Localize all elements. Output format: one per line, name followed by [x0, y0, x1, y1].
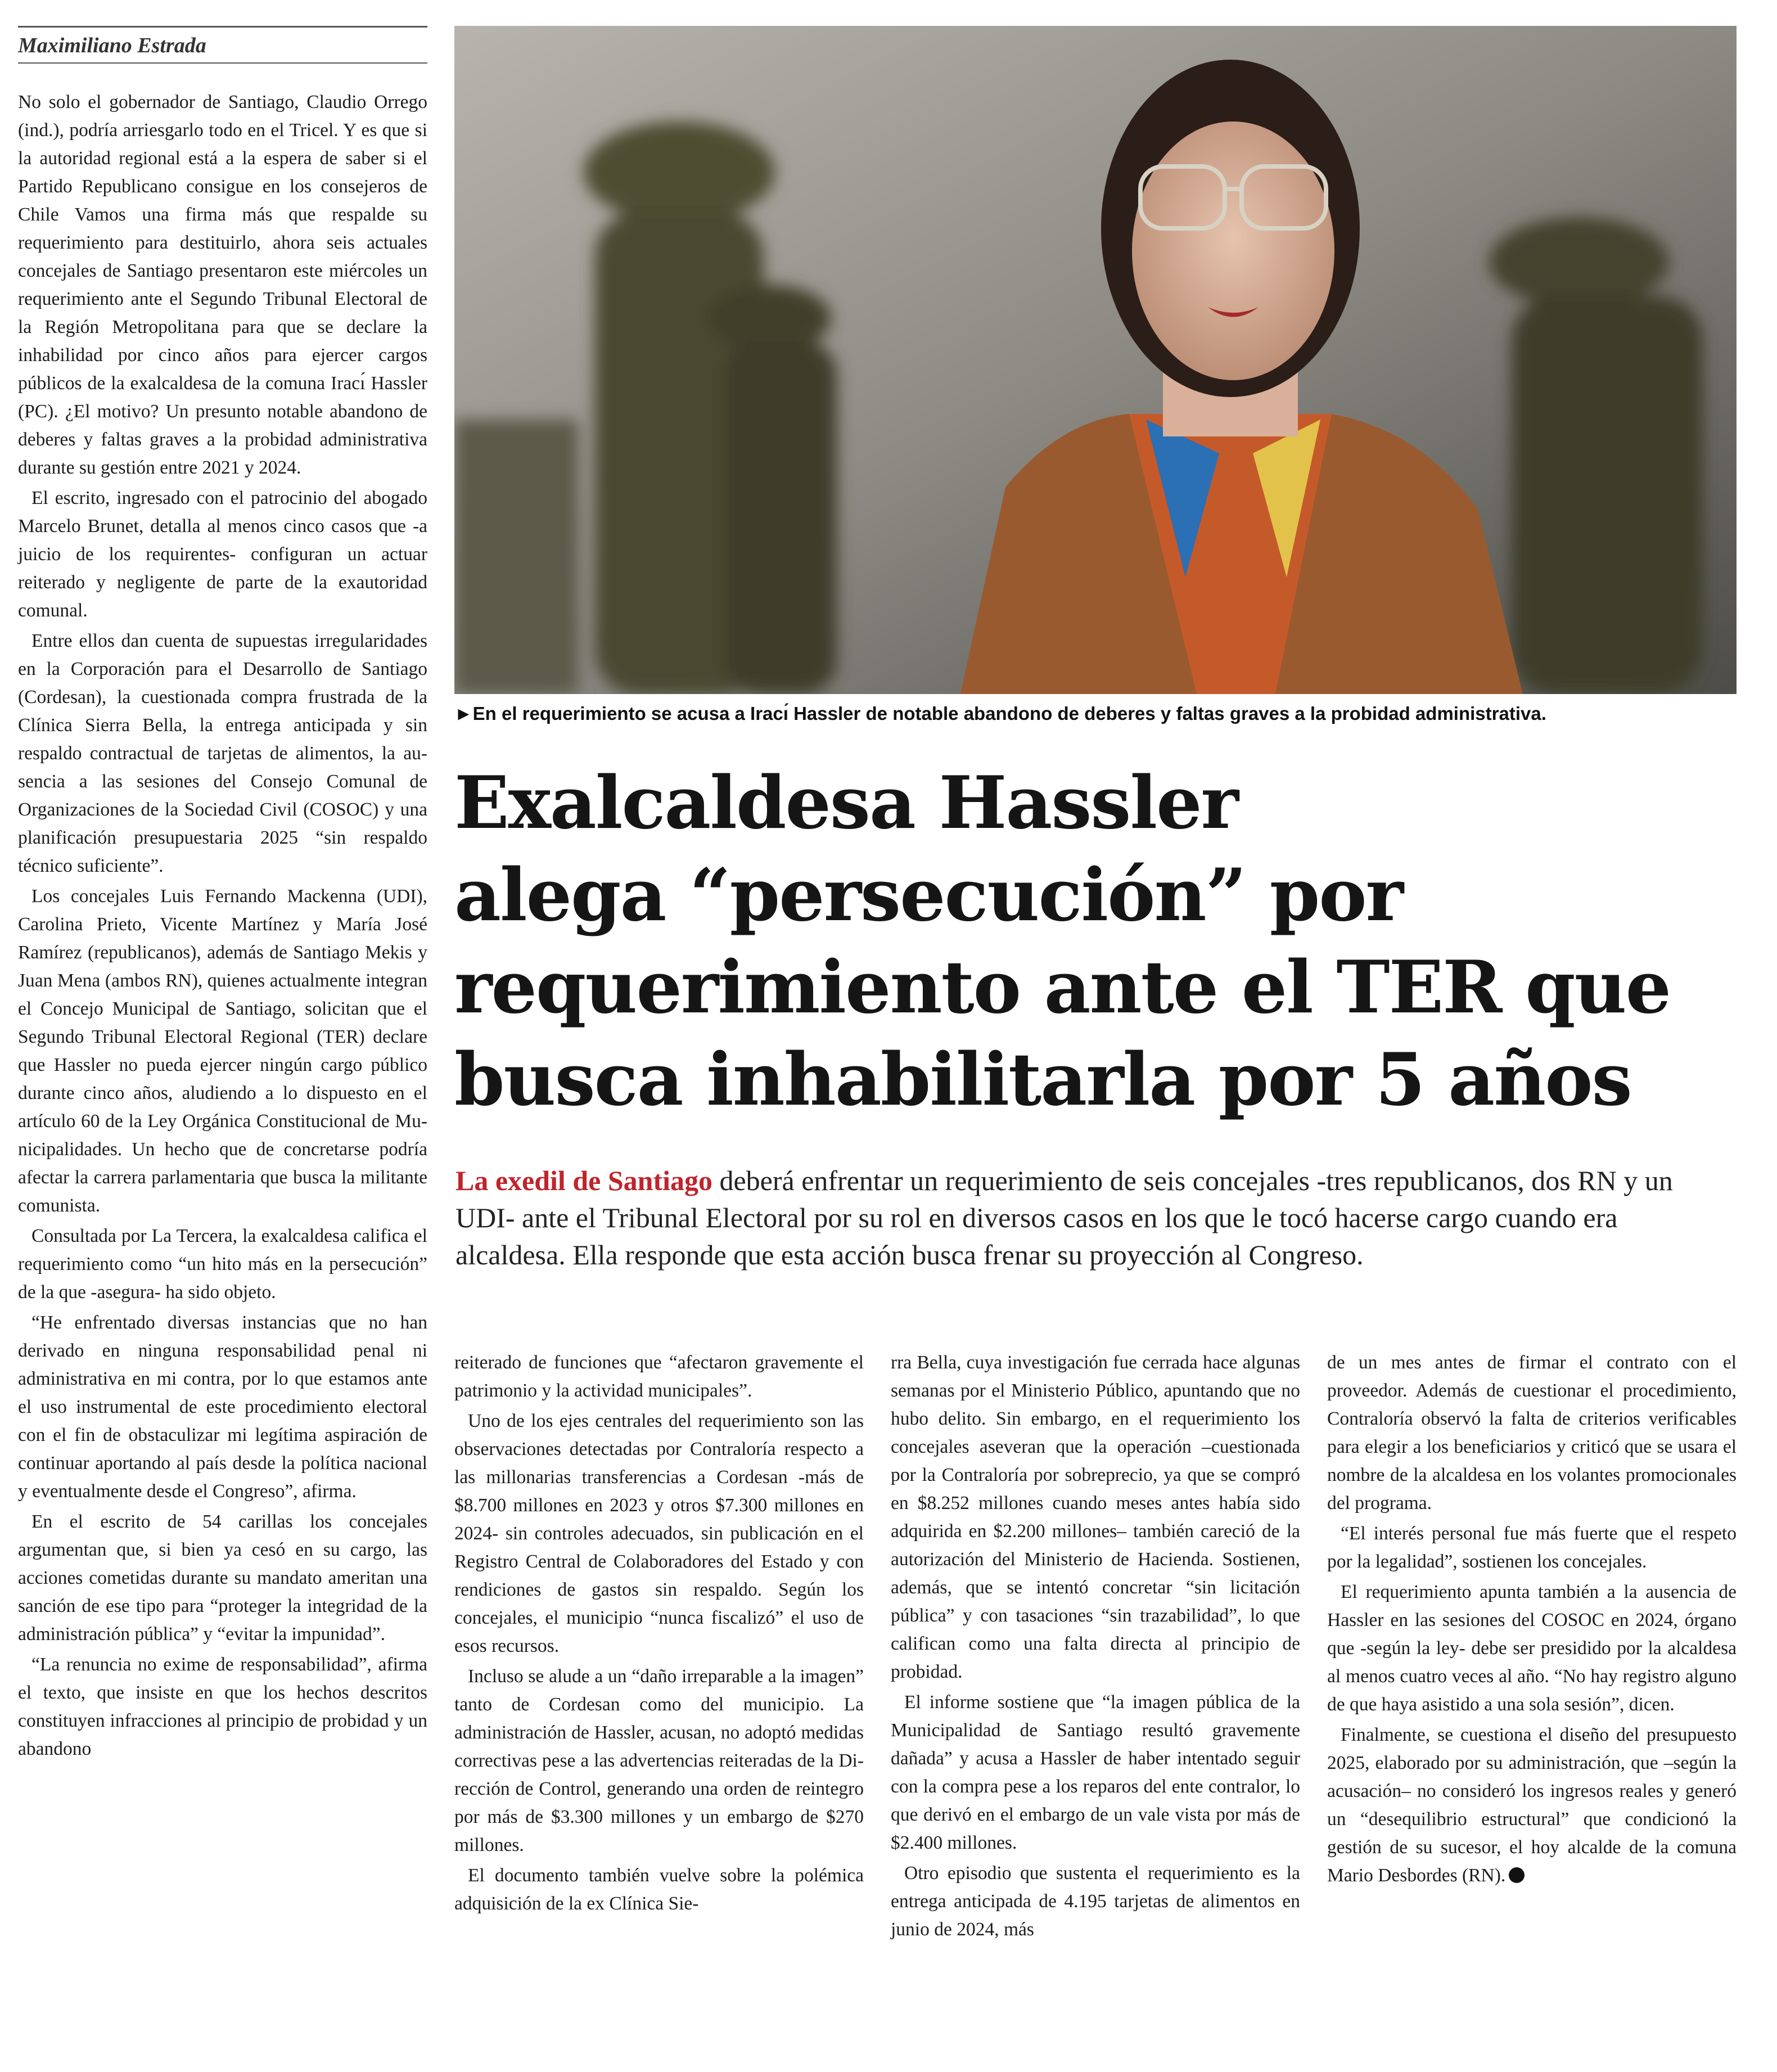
column-1 — [18, 26, 427, 1765]
end-dot-icon — [1509, 1867, 1525, 1883]
paragraph: No solo el gobernador de Santiago, Claudio Orrego (ind.), podría arriesgarlo todo en el Tricel. Y es que si la autoridad regional está a la espera de saber si el Partido Republicano consigue en los consejeros de Chile Vamos una firma más que respalde su requerimiento para destituirlo, ahora seis actuales concejales de Santiago presentaron este miércoles un requerimiento ante el Segundo Tribunal Electoral de la Región Metropolitana para que se declare la inhabilidad por cinco años para ejercer cargos públicos de la exalcaldesa de la comuna Iracı́ Hassler (PC). ¿El motivo? Un presunto notable abandono de deberes y faltas graves a la probidad administrativa durante su gestión entre 2021 y 2024. — [18, 92, 427, 478]
paragraph: Uno de los ejes centrales del requerimiento son las observaciones detectadas por Contraloría respecto a las millonarias transferencias a Cordesan -más de $8.700 millones en 2023 y otros $7.300 millones en 2024- sin controles adecuados, sin publicación en el Registro Central de Colaboradores del Estado y con rendiciones de gastos sin respaldo. Según los concejales, el municipio “nunca fiscalizó” el uso de esos recursos. — [454, 1411, 864, 1656]
paragraph: El requerimiento apunta también a la ausencia de Hassler en las sesiones del COSOC en 2024, órgano que -según la ley- debe ser presidido por la alcaldesa al menos cuatro veces al año. “No hay registro alguno de que haya asistido a una sola sesión”, dicen. — [1327, 1582, 1737, 1715]
paragraph: Entre ellos dan cuenta de supuestas irregularidades en la Corporación para el Desarrollo de Santiago (Cordesan), la cuestionada compra frustrada de la Clínica Sierra Bella, la entrega anticipada y sin respaldo contractual de tarjetas de alimentos, la ausencia a las sesiones del Consejo Comunal de Organizaciones de la Sociedad Civil (COSOC) y una planificación presupuestaria 2025 “sin respaldo técnico suficiente”. — [18, 630, 427, 876]
photo-caption: ►En el requerimiento se acusa a Iracı́ Hassler de notable abandono de deberes y faltas graves a la probidad administrativa. — [454, 703, 1546, 724]
paragraph: “La renuncia no exime de responsabilidad”, afirma el texto, que insiste en que los hechos descritos constituyen infracciones al principio de probidad y un abandono — [18, 1654, 427, 1759]
closing-paragraph-text: Finalmente, se cuestiona el diseño del presupuesto 2025, elaborado por su administración, que –según la acusación– no consideró los ingresos reales y generó un “desequilibrio estructural” que condicionó la gestión de su sucesor, el hoy alcalde de la comuna Mario Desbordes (RN). — [1327, 1724, 1737, 1886]
paragraph: “El interés personal fue más fuerte que el respeto por la legalidad”, sostienen los concejales. — [1327, 1523, 1737, 1572]
lede — [455, 1162, 1732, 1273]
paragraph: Otro episodio que sustenta el requerimiento es la entrega anticipada de 4.195 tarjetas de alimentos en junio de 2024, más — [891, 1863, 1300, 1940]
lede-text: deberá enfrentar un requerimiento de seis concejales -tres republicanos, dos RN y un UDI- ante el Tribunal Electoral por su rol en diversos casos en los que le tocó hacerse cargo cuando era alcaldesa. Ella responde que esta acción busca frenar su proyección al Congreso. — [455, 1165, 1673, 1271]
author-byline: Maximiliano Estrada — [18, 26, 427, 64]
paragraph: El informe sostiene que “la imagen pública de la Municipalidad de Santiago resultó gravemente dañada” y acusa a Hassler de haber intentado seguir con la compra pese a los reparos del ente contralor, lo que derivó en el embargo de un vale vista por más de $2.400 millones. — [891, 1692, 1300, 1853]
paragraph: Incluso se alude a un “daño irreparable a la imagen” tanto de Cordesan como del municipio. La administración de Hassler, acusan, no adoptó medidas correctivas pese a las advertencias reiteradas de la Dirección de Control, generando una orden de reintegro por más de $3.300 millones y un embargo de $270 millones. — [454, 1666, 864, 1855]
column-1-text — [18, 88, 427, 1763]
paragraph: rra Bella, cuya investigación fue cerrada hace algunas semanas por el Ministerio Público, apuntando que no hubo delito. Sin embargo, en el requerimiento los concejales aseveran que la operación –cuestionada por la Contraloría por sobreprecio, ya que se compró en $8.252 millones cuando meses antes había sido adquirida en $2.200 millones– también careció de la autorización del Ministerio de Hacienda. Sostienen, además, que se intentó concretar “sin licitación pública” y con tasaciones “sin trazabilidad”, lo que califican como una falta directa al principio de probidad. — [891, 1352, 1300, 1682]
headline-line: alega “persecución” por — [454, 853, 1402, 938]
paragraph: reiterado de funciones que “afectaron gravemente el patrimonio y la actividad municipales”. — [454, 1352, 864, 1401]
paragraph — [1327, 1721, 1737, 1890]
paragraph: El documento también vuelve sobre la polémica adquisición de la ex Clínica Sie- — [454, 1865, 864, 1914]
column-4 — [1327, 1349, 1737, 1892]
lede-kicker: La exedil de Santiago — [455, 1165, 712, 1196]
headline-line: busca inhabilitarla por 5 años — [454, 1038, 1631, 1122]
paragraph: de un mes antes de firmar el contrato con el proveedor. Además de cuestionar el procedimiento, Contraloría observó la falta de criterios verificables para elegir a los beneficiarios y criticó que se usara el nombre de la alcaldesa en los volantes promocionales del programa. — [1327, 1352, 1737, 1514]
paragraph: Consultada por La Tercera, la exalcaldesa califica el requerimiento como “un hito más en la persecución” de la que -asegura- ha sido objeto. — [18, 1226, 427, 1303]
headline-line: requerimiento ante el TER que — [454, 945, 1671, 1030]
lead-photo — [454, 26, 1737, 694]
paragraph: “He enfrentado diversas instancias que no han derivado en ninguna responsabilidad penal ni administrativa en mi contra, por lo que estamos ante el uso instrumental de este procedimiento electoral con el fin de obstaculizar mi legítima aspiración de continuar aportando al país desde la política nacional y eventualmente desde el Congreso”, afirma. — [18, 1312, 427, 1502]
column-3 — [891, 1349, 1300, 1946]
photo-illustration — [454, 26, 1737, 694]
column-2 — [454, 1349, 864, 1920]
headline — [454, 757, 1748, 1126]
paragraph: Los concejales Luis Fernando Mackenna (UDI), Carolina Prieto, Vicente Martínez y María José Ramírez (republicanos), además de Santiago Mekis y Juan Mena (ambos RN), quienes actualmente integran el Concejo Municipal de Santiago, solicitan que el Segundo Tribunal Electoral Regional (TER) declare que Hassler no pueda ejercer ningún cargo público durante cinco años, aludiendo a lo dispuesto en el artículo 60 de la Ley Orgánica Constitucional de Municipalidades. Un hecho que de concretarse podría afectar la carrera parlamentaria que busca la militante comunista. — [18, 886, 427, 1216]
paragraph: El escrito, ingresado con el patrocinio del abogado Marcelo Brunet, detalla al menos cinco casos que -a juicio de los requirentes- configuran un actuar reiterado y negligente de parte de la exautoridad comunal. — [18, 488, 427, 621]
headline-line: Exalcaldesa Hassler — [454, 761, 1238, 845]
paragraph: En el escrito de 54 carillas los concejales argumentan que, si bien ya cesó en su cargo, las acciones cometidas durante su mandato ameritan una sanción de ese tipo para “proteger la integridad de la administración pública” y “evitar la impunidad”. — [18, 1511, 427, 1645]
